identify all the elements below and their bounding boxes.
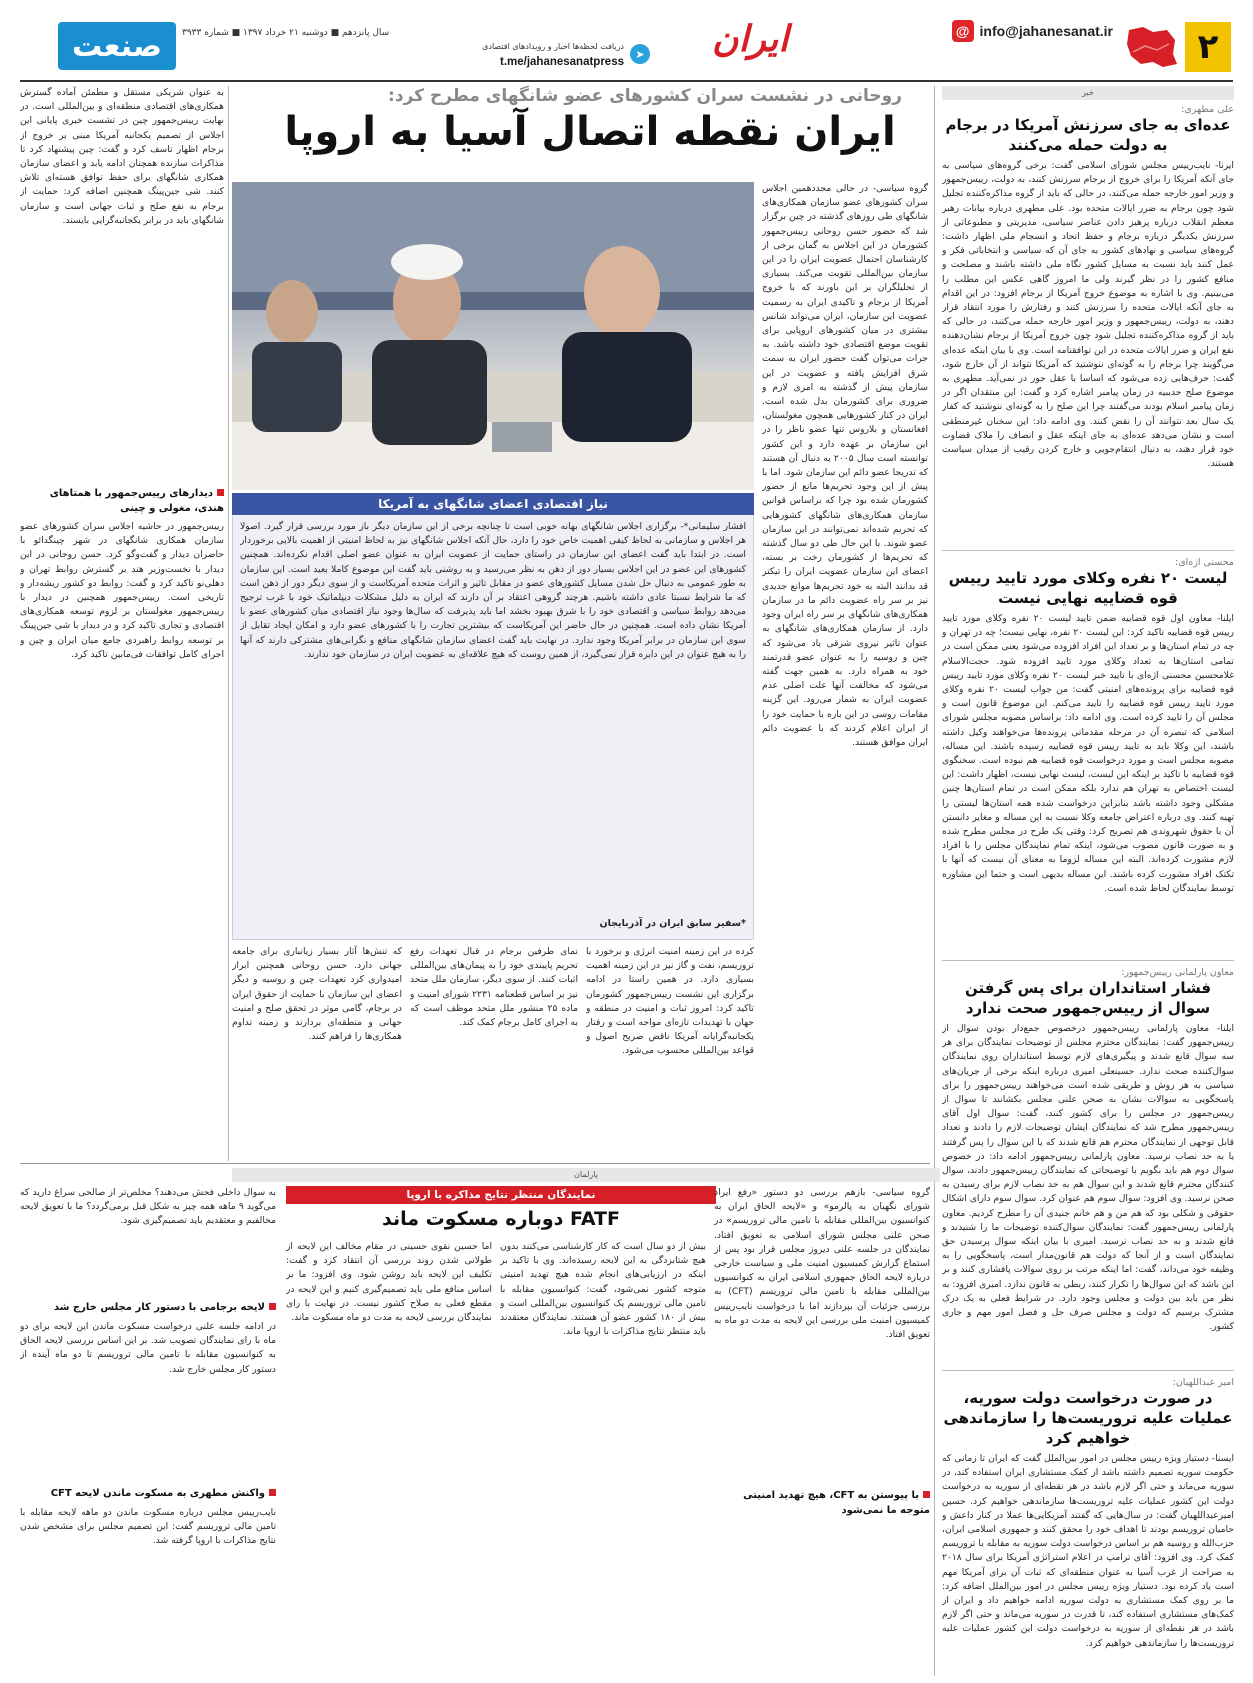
page-number: ۲ [1185,22,1231,72]
bullet-square [217,489,224,496]
inset-author: *سفیر سابق ایران در آذربایجان [599,918,746,929]
parliament-column: گروه سیاسی- بازهم بررسی دو دستور «رفع ایراد شورای نگهبان به پالرمو» و «لایحه الحاق ایران به کنوانسیون بین‌المللی مقابله با تامین مالی تروریسم» در صحن علنی مجلس شورای اسلامی به تعویق افتاد. نمایندگان در جلسه علنی دیروز مجلس قرار بود پس از استماع گزارش کمیسیون امنیت ملی و سیاست خارجی درباره لایحه الحاق جمهوری اسلامی ایران به کنوانسیون بین‌المللی مقابله با تامین مالی تروریسم (CFT) به بررسی جزئیات آن بپردازند اما با درخواست نایب‌رییس کمیسیون امنیت ملی بررسی این لایحه به مدت دو ماه به تعویق افتاد. [714,1187,930,1341]
right-news-column [942,86,1234,1676]
column-section-label: خبر [942,86,1234,100]
news-body: ایرنا- نایب‌رییس مجلس شورای اسلامی گفت: برخی گروه‌های سیاسی به جای آنکه آمریکا را برای خروج از برجام سرزنش کنند، به دولت، رییس‌جمهور و وزیر امور خارجه حمله می‌کنند، در حالی که باید از گروه مذاکره‌کننده تجلیل شود چون برجام به ضرر ایالات متحده بود. علی مطهری درباره بیانات رهبر معظم انقلاب درباره پرهیز دادن عناصر سیاسی، مدیریتی و مطبوعاتی از سرزنش یکدیگر درباره برجام و حفظ اتحاد و انسجام ملی اظهار داشت: گروه‌های سیاسی و نهادهای کشور به جای آن که سیاسی و انتخاباتی فکر و عمل کنند باید نسبت به مسایل کشور نگاه ملی داشته باشند و مصلحت و منافع کشور را در نظر گیرند ولی ما امروز گاهی عکس این مطلب را می‌بینیم. وی با اشاره به موضوع خروج آمریکا از برجام افزود: در این اقدام به جای آنکه ایالات متحده را سرزنش کنند و رفتارش را مورد انتقاد قرار دهند، به دولت، رییس‌جمهور و وزیر امور خارجه حمله می‌کنند، در حالی که باید از گروه مذاکره‌کننده تجلیل شود چون خروج آمریکا از برجام نشان‌دهنده نفع ایران و ضرر ایالات متحده در این توافقنامه است. وی با بیان اینکه عده‌ای می‌گویند چرا برجام را به گونه‌ای ننوشتید که آمریکا نتواند از آن خارج شود، گفت: حرف‌هایی زده می‌شود که اساسا با عقل جور در نمی‌آید. مطهری به موضوع صلح حدیبیه در زمان پیامبر اشاره کرد و گفت: این منتقدان اگر در زمان پیامبر اسلام بودند می‌گفتند چرا این صلح را به گونه‌ای ننوشتید که کفار یک سال بعد نتوانند آن را نقض کنند. وی ادامه داد: این سخنان غیرمنطقی است و نشان می‌دهد عده‌ای به جای اینکه عقل و انصاف را ملاک قضاوت خود قرار دهند، به دنبال انتقام‌جویی و خارج کردن رقیب از میدان سیاست هستند. [942,160,1234,470]
telegram-channel[interactable]: ➤ دریافت لحظه‌ها اخبار و رویدادهای اقتصادی t.me/jahanesanatpress [410,34,650,74]
parliament-column: به سوال داخلی فحش می‌دهند؟ مخلص‌تر از صالحی سراغ دارید که می‌گوید ۹ ماهه همه چیز به شکل قبل برمی‌گردد؟ ما با تعویق لایحه مخالفیم و معتقدیم باید تصمیم‌گیری شود. [20,1187,276,1227]
news-body: ایلنا- معاون پارلمانی رییس‌جمهور درخصوص جمع‌دار بودن سوال از رییس‌جمهور گفت: نمایندگان محترم مجلس از توضیحات نمایندگان برای هر سه سوال قانع شدند و پیگیری‌های لازم توسط استانداران روی نمایندگان سوال‌کننده صحت ندارد. حسینعلی امیری درباره اینکه برخی از جریان‌های سیاسی به هر روش و طریقی شده است می‌خواهند رییس‌جمهور را برای پاسخگویی به سوالات نشان به صحن علنی مجلس بکشانند تا سوال از رییس‌جمهور در مجلس را برای کشور کنند، گفت: سوال اول آقای رییس‌جمهور مطرح شد که نمایندگان ایشان توضیحات لازم را دادند و تعداد قابل توجهی از نمایندگان محترم هم قانع شدند که یا این سوال را پس گرفتند یا به حد نصاب نرسید. معاون پارلمانی رییس‌جمهور ادامه داد: در خصوص سوال دوم هم باید بگویم با توضیحاتی که نمایندگان رییس‌جمهور دادند، سوال کنندگان محترم قانع شدند و این سوال هم به حد نصاب لازم برای رسیدن به صحن نرسید. وی افزود: سوال سوم هم عنوان کرد. سوال سوم دارای اشکال حقوقی و شکلی بود که هم من و هم خانم جنیدی آن را مطرح کردیم. معاون پارلمانی رییس‌جمهور گفت: نمایندگان سوال‌کننده توضیحات ما را شنیدند و قانع شدند و به حد نصاب نرسید. امیری با بیان اینکه سوال پرسیدن حق نمایندگان است و از آنجا که دولت هم قانون‌مدار است، پاسخگویی را به وظیفه خود می‌داند، گفت: اما اینکه مرتب بر روی سوالات پافشاری کنند و بر این باشد که این سوال‌ها را تکرار کنند، ربطی به قانون ندارد. امیری افزود: به نظر من باید بین دولت و مجلس وجود دارد. در شرایط فعلی به یک درک مشترک برسیم که دولت و مجلس صرف حل و فصل امور مهم و جاری کشور. [942,1023,1234,1333]
main-lower-column: کرده در این زمینه امنیت انرژی و برخورد با تروریسم، نفت و گاز نیز در این زمینه اهمیت بسیاری دارد. در همین راستا در ادامه برگزاری این نشست رییس‌جمهور کشورمان تاکید کرد: امروز ثبات و امنیت در منطقه و جهان با تهدیدات تازه‌ای مواجه است و رفتار یکجانبه‌گرایانه آمریکا ناقض صریح اصول و قواعد بین‌المللی محسوب می‌شود. [586,946,754,1057]
section-divider [20,1163,930,1164]
parliament-column: بیش از دو سال است که کار کارشناسی می‌کنند بدون هیچ شتابزدگی به این لایحه رسیده‌اند. وی با تاکید بر اینکه در ارزیابی‌های انجام شده هیچ تهدید امنیتی متوجه کشور نمی‌شود، گفت: کنوانسیون مقابله با تامین مالی تروریسم یک کنوانسیون بین‌المللی است و بیش از ۱۸۰ کشور عضو آن هستند. نمایندگان معتقدند باید منتظر نتایج مذاکرات با اروپا ماند. [500,1241,706,1338]
column-divider [934,86,935,1676]
bullet-square [269,1303,276,1310]
left-continuation-column: رییس‌جمهور در حاشیه اجلاس سران کشورهای عضو سازمان همکاری شانگهای در شهر چینگدائو با حاضران دیدار و گفت‌وگو کرد. حسن روحانی در این دیدار با نخست‌وزیر هند بر گسترش روابط تهران و دهلی‌نو تاکید کرد و گفت: روابط دو کشور ریشه‌دار و تاریخی است. رییس‌جمهور همچنین در دیدار با رییس‌جمهور مغولستان بر لزوم توسعه همکاری‌های اقتصادی و تجاری تاکید کرد و در دیدار با شی جین‌پینگ بر توسعه روابط راهبردی جامع میان ایران و چین و اجرای کامل توافقات فی‌مابین تاکید کرد. [20,521,224,660]
bullet-square [923,1491,930,1498]
main-lower-column: نمای طرفین برجام در قبال تعهدات رفع تحریم پایبندی خود را به پیمان‌های بین‌المللی اثبات کنند. از سوی دیگر، سازمان ملل متحد نیز بر اساس قطعنامه ۲۲۳۱ شورای امنیت و ماده ۲۵ منشور ملل متحد موظف است که به اجرای کامل برجام کمک کند. [410,946,578,1029]
parliament-column: اما حسین نقوی حسینی در مقام مخالف این لایحه از طولانی شدن روند بررسی آن انتقاد کرد و گفت: تکلیف این لایحه باید روشن شود. وی افزود: ما بر اساس منافع ملی باید تصمیم‌گیری کنیم و این لایحه در مقطع فعلی به صلاح کشور نیست. در نهایت با رای نمایندگان بررسی لایحه به مدت دو ماه مسکوت ماند. [286,1241,492,1324]
main-headline: ایران نقطه اتصال آسیا به اروپا [284,109,896,155]
news-body: ایسنا- دستیار ویژه رییس مجلس در امور بین‌الملل گفت که ایران تا زمانی که حکومت سوریه تصمیم داشته باشد از کمک مستشاری ایران استفاده کند، در سوریه می‌ماند و حتی اگر لازم باشد در هر نقطه‌ای از سوریه به درخواست دولت این کشور عملیات علیه تروریست‌ها سازماندهی خواهیم کرد. حسین امیرعبداللهیان گفت: در سال‌هایی که گفتند آمریکایی‌ها عملا در کنار داعش و حامیان تروریسم بودند تا اهداف خود را محقق کنند و جمهوری اسلامی ایران، حزب‌الله و روسیه هم بر اساس درخواست دولت سوریه به مقابله با تروریسم کمک کرد. وی افزود: آقای ترامپ در اعلام استراتژی آمریکا برای سال ۲۰۱۸ به صراحت از غرب آسیا به عنوان منطقه‌ای که ثبات آن برای آمریکا مهم است یاد کرده بود. دستیار ویژه رییس مجلس در امور بین‌الملل اضافه کرد: ما بر روی کمک مستشاری به دولت سوریه ادامه خواهیم داد و ایران از کمک‌های مستشاری استفاده کند، تا قدرت در سوریه می‌ماند و حتی اگر لازم باشد در هر نقطه‌ای از سوریه به درخواست دولت این کشور عملیات علیه تروریست‌ها را سازماندهی خواهیم کرد. [942,1453,1234,1649]
page-header [0,0,1253,80]
news-headline: لیست ۲۰ نفره وکلای مورد تایید رییس قوه قضاییه نهایی نیست [948,569,1228,607]
fatf-kicker: نمایندگان منتظر نتایج مذاکره با اروپا [286,1186,716,1204]
news-headline: در صورت درخواست دولت سوریه، عملیات علیه تروریست‌ها را سازماندهی خواهیم کرد [943,1389,1233,1447]
parliament-section-bar: پارلمان [232,1168,940,1182]
news-item [942,1377,1234,1672]
news-body: ایلنا- معاون اول قوه قضاییه ضمن تایید لیست ۲۰ نفره وکلای مورد تایید رییس قوه قضاییه تاکید کرد: این لیست ۲۰ نفره، نهایی نیست؛ چه در تهران و چه در تمام استان‌ها و بر تعداد این افراد افزوده می‌شود یعنی ممکن است در تمامی استان‌ها به تعداد وکلای مورد تایید افزوده شود. حجت‌الاسلام غلامحسین محسنی اژه‌ای با تایید خبر لیست ۲۰ نفره وکلای مورد تایید رییس قوه قضاییه برای پرونده‌های امنیتی گفت: من جواب لیست ۲۰ نفره وکلای مورد تایید رییس قوه قضاییه را تایید می‌کنم. این موضوع قانون است و مجلس آن را تایید کرده است. وی ادامه داد: براساس مصوبه مجلس شورای اسلامی که تبصره آن در مرحله مقدماتی پرونده‌ها می‌خواهند وکیل داشته باشند، این وکلا باید به تایید رییس قوه قضاییه رسیده باشند. این مساله، مصوبه مجلس است و مورد درخواست قوه قضاییه هم نبوده است. سخنگوی قوه قضاییه با تاکید بر اینکه این لیست، لیست نهایی نیست، اظهار داشت: این لیست اختصاص به تهران هم ندارد بلکه ممکن است در تمام استان‌ها چنین مشکلی وجود داشته باشد بنابراین درخواست شده همه استان‌ها لیستی را تهیه کنند. وی درباره اعتراض جامعه وکلا نسبت به این مساله و مغایر دانستن آن با حقوق شهروندی هم تصریح کرد: وقتی یک طرح در مجلس مطرح شده و به صورت قانون مصوب می‌شود، اینکه تمام نمایندگان مجلس را با افراد لازم مشورت کرده‌اند. البته این مساله لزوما به معنای آن نیست که آنها با تکتک افراد مشورت کرده باشند. این مساله بدیهی است و حتما این مشاوره توسط نمایندگان لحاظ شده است. [942,613,1234,894]
parliament-column: در ادامه جلسه علنی درخواست مسکوت ماندن این لایحه برای دو ماه با رای نمایندگان تصویب شد. بر این اساس بررسی لایحه الحاق به کنوانسیون مقابله با تامین مالی تروریسم تا دو ماه آینده از دستور کار مجلس خارج شد. [20,1321,276,1375]
left-subhead: دیدارهای رییس‌جمهور با همتاهای هندی، مغولی و چینی [49,488,224,514]
inset-body: افشار سلیمانی*- برگزاری اجلاس شانگهای بهانه خوبی است تا چنانچه برخی از این سازمان دیگر باز مورد بررسی قرار گیرد. اصولا هر اجلاس و سازمانی به لحاظ کیفی اهمیت خاص خود را دارد، حال آنکه اجلاس شانگهای نیز به لحاظ امنیتی از اهمیت بالایی برخوردار است. در ابتدا باید گفت اعضای این سازمان در راستای حمایت از عضویت ایران به عنوان عضو اصلی اقدام نکرده‌اند. همچنین کشورهای این عضو در این اجلاس بسیار دور از ذهن به نظر می‌رسید و به روشنی باید گفت این موضوع کاملا بعید است. این سازمان به طور عمومی به دنبال حل شدن مسایل کشورهای عضو در مقابل تاثیر و اثرات متحده آمریکاست و از سوی دیگر دور از ذهن است که ما شرایط نسبتا عادی داشته باشیم. هرچند گروهی اعتقاد بر آن دارند که ایران به دلیل مشکلات دیپلماتیک خود با غرب ترجیح می‌دهد روابط سیاسی و اقتصادی خود را با شرق بهبود بخشد اما باید پذیرفت که سال‌ها وجود نیاز اقتصادی میان کشورهای عضو با آمریکا نشان داده است. همچنین در حال حاضر این آمریکاست که بیشترین تجارت را با کشورهای عضو دارد و امکان ایجاد تقابل از سوی این سازمان در برابر آمریکا وجود ندارد. در نهایت باید گفت اعضای سازمان شانگهای منافع و نگرانی‌های مشترکی دارند که آنها را به هیچ عنوان در این دایره قرار نمی‌گیرد، از همین روست که هیچ علاقه‌ای به عضویت ایران در سازمان خود ندارند. [240,521,746,660]
divider [942,1370,1234,1371]
news-item [942,100,1234,544]
bullet-square [269,1489,276,1496]
header-divider [20,80,1233,82]
parliament-subhead: لایحه برجامی با دستور کار مجلس خارج شد [20,1300,276,1315]
inset-title: نیاز اقتصادی اعضای شانگهای به آمریکا [232,493,754,515]
news-kicker: امیر عبداللهیان: [1172,1377,1234,1388]
telegram-link[interactable]: t.me/jahanesanatpress [499,56,624,68]
news-item [942,557,1234,954]
contact-email[interactable]: @ info@jahanesanat.ir [952,20,1113,42]
parliament-column: نایب‌رییس مجلس درباره مسکوت ماندن دو ماهه لایحه مقابله با تامین مالی تروریسم گفت: این تصمیم مجلس برای مشخص شدن نتایج مذاکرات با اروپا گرفته شد. [20,1507,276,1547]
divider [942,960,1234,961]
news-headline: عده‌ای به جای سرزنش آمریکا در برجام به دولت حمله می‌کنند [945,116,1231,154]
main-lead-column: گروه سیاسی- در حالی مجددهمین اجلاس سران کشورهای عضو سازمان همکاری‌های شانگهای طی روزهای گذشته در چین برگزار شد که حضور حسن روحانی رییس‌جمهور کشورمان در این اجلاس به گمان برخی از کارشناسان احتمال عضویت ایران را در این سازمان بین‌المللی تقویت می‌کند. بسیاری از تحلیلگران بر این باورند که با خروج آمریکا از برجام و تاکیدی ایران به رسمیت عضویت این سازمان، ایران می‌تواند شانس بیشتری در میان کشورهای اروپایی برای تقویت موضع اقتصادی خود داشته باشد. به جرات می‌توان گفت حضور ایران به سمت شرق افزایش یافته و عضویت در این سازمان پیش از گذشته به امری لازم و ضروری برای کشورمان بدل شده است. ایران در کنار کشورهایی همچون مغولستان، افغانستان و بلاروس تنها عضو ناظر را در این سازمان بر عهده دارد و این کشور توانسته است سال ۲۰۰۵ به دنبال آن هستند که تدریجا عضو دائم این سازمان شود. اما با پیش از این وجود تحریم‌ها مانع از حضور کشورمان شده بود چرا که براساس قوانین سازمان همکاری‌های شانگهای کشورهایی که تحریم شده‌اند نمی‌توانند در این سازمان عضو شوند. با این حال طی دو سال گذشته که تحریم‌ها از کشورمان رخت بر بسته، اعضای این سازمان عضویت ایران را تیکتر قد بدانند البته به خود تحریم‌ها موانع جدیدی نیز بر سر راه عضویت دائم ما در سازمان همکاری‌های شانگهای بر سر راه ایران وجود دارد. از سازمان همکاری‌های شانگهای به عنوان تاثیر نیروی شرقی یاد می‌شود که چین و روسیه را به عنوان عضو قدرتمند خود به همراه دارد. به همین جهت گفته می‌شود که مخالفت آنها علت اصلی عدم عضویت ایران به شمار می‌رود. این گزینه مقامات روسی در این باره با حمایت خود را از ایران اعلام کردند که با عضویت دائم ایران موافق هستند. [762,183,928,748]
parliament-subhead: با پیوستن به CFT، هیچ تهدید امنیتی متوجه ما نمی‌شود [743,1490,930,1516]
section-title: ایران [712,18,789,60]
main-kicker: روحانی در نشست سران کشورهای عضو شانگهای مطرح کرد: [388,86,902,106]
telegram-icon: ➤ [630,44,650,64]
email-icon: @ [952,20,974,42]
column-divider [228,86,229,1161]
news-headline: فشار استانداران برای پس گرفتن سوال از رییس‌جمهور صحت ندارد [964,979,1212,1017]
news-item [942,967,1234,1364]
news-kicker: علی مطهری: [1181,104,1234,115]
issue-info: سال پانزدهم ■ دوشنبه ۲۱ خرداد ۱۳۹۷ ■ شماره ۳۹۳۳ [182,28,390,38]
fatf-headline: FATF دوباره مسکوت ماند [382,1208,620,1230]
divider [942,550,1234,551]
left-continuation-column: به عنوان شریکی مستقل و مطمئن آماده گسترش همکاری‌های اقتصادی منطقه‌ای و بین‌المللی است. در نهایت رییس‌جمهور چین در تشست خبری پایانی این اجلاس از تصمیم یکجانبه آمریکا مبنی بر خروج از برجام اظهار تاسف کرد و گفت: چین پیشنهاد کرد تا مذاکرات سازنده همچنان ادامه یابد و اعضای سازمان همکاری شانگهای برای حفظ توافق هسته‌ای تلاش کنند. شی جین‌پینگ همچنین اضافه کرد: حمایت از برجام به نفع صلح و ثبات جهانی است و سازمان شانگهای باید در برابر یکجانبه‌گرایی بایستد. [20,87,224,226]
news-kicker: معاون پارلمانی رییس‌جمهور: [1121,967,1234,978]
newspaper-logo: صنعت [58,22,176,70]
summit-photo [232,182,754,490]
main-lower-column: که تنش‌ها آثار بسیار زیانباری برای جامعه جهانی دارد. حسن روحانی همچنین ابراز امیدواری کرد تعهدات چین و روسیه و دیگر اعضای این سازمان با حمایت از حقوق ایران در برجام، گامی موثر در تحقق صلح و امنیت جهانی و منطقه‌ای بردارند و زمینه تداوم همکاری‌ها را فراهم کنند. [232,946,402,1043]
news-kicker: محسنی اژه‌ای: [1175,557,1234,568]
parliament-subhead: واکنش مطهری به مسکوت ماندن لایحه CFT [20,1486,276,1501]
iran-map-icon [1123,24,1179,70]
